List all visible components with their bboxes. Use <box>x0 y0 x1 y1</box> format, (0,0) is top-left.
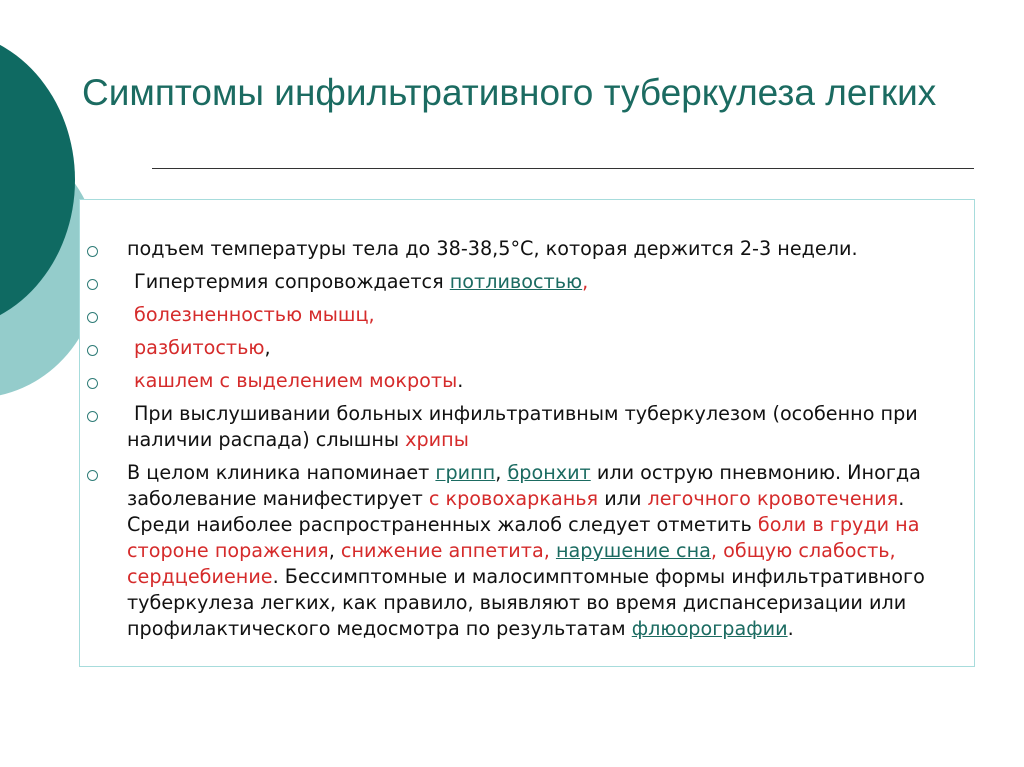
highlighted-symptom: боли в груди на стороне поражения <box>127 513 920 562</box>
highlighted-symptom: болезненностью мышц, <box>134 303 375 326</box>
hollow-circle-icon <box>87 345 98 356</box>
bullet-text: В целом клиника напоминает <box>127 461 436 484</box>
bullet-text: . <box>457 369 464 392</box>
list-item <box>87 368 967 394</box>
hollow-circle-icon <box>87 411 98 422</box>
list-item <box>87 460 967 642</box>
hollow-circle-icon <box>87 470 98 481</box>
highlighted-symptom: хрипы <box>405 428 469 451</box>
bullet-text: Гипертермия сопровождается <box>134 270 450 293</box>
bullet-text: . Бессимптомные и малосимптомные формы инфильтративного туберкулеза легких, как правило, выявляют во время диспансеризации или профилактического медосмотра по результатам <box>127 565 925 640</box>
highlighted-symptom: , <box>543 539 550 562</box>
bullet-text: При выслушивании больных инфильтративным туберкулезом (особенно при наличии распада) слышны <box>127 402 918 451</box>
hollow-circle-icon <box>87 378 98 389</box>
bullet-text: , <box>495 461 508 484</box>
list-item <box>87 302 967 328</box>
bullet-text: , <box>328 539 341 562</box>
term-link[interactable]: флюорографии <box>631 617 788 640</box>
bullet-text: . <box>787 617 794 640</box>
term-link[interactable]: бронхит <box>507 461 591 484</box>
list-item <box>87 335 967 361</box>
term-link[interactable]: потливостью <box>449 270 583 293</box>
term-link[interactable]: нарушение сна <box>555 539 711 562</box>
highlighted-symptom: снижение аппетита <box>340 539 544 562</box>
highlighted-symptom: с кровохарканья <box>428 487 599 510</box>
hollow-circle-icon <box>87 246 98 257</box>
bullet-text: , <box>264 336 271 359</box>
list-item <box>87 269 967 295</box>
bullet-text: , <box>582 270 589 293</box>
slide-title: Симптомы инфильтративного туберкулеза легких <box>82 72 937 113</box>
list-item <box>87 236 967 262</box>
bullet-text: . Среди наиболее распространенных жалоб следует отметить <box>127 487 905 536</box>
bullet-text: или <box>598 487 648 510</box>
bullet-text: или острую пневмонию. Иногда заболевание манифестирует <box>127 461 921 510</box>
hollow-circle-icon <box>87 312 98 323</box>
highlighted-symptom: разбитостью <box>134 336 265 359</box>
list-item <box>87 401 967 453</box>
bullet-text: подъем температуры тела до 38-38,5°С, которая держится 2-3 недели. <box>127 237 858 260</box>
highlighted-symptom: кашлем с выделением мокроты <box>134 369 458 392</box>
term-link[interactable]: грипп <box>435 461 496 484</box>
symptom-list <box>87 236 967 649</box>
title-divider <box>152 168 974 169</box>
highlighted-symptom: легочного кровотечения <box>647 487 899 510</box>
highlighted-symptom: , общую слабость, сердцебиение <box>127 539 896 588</box>
hollow-circle-icon <box>87 279 98 290</box>
